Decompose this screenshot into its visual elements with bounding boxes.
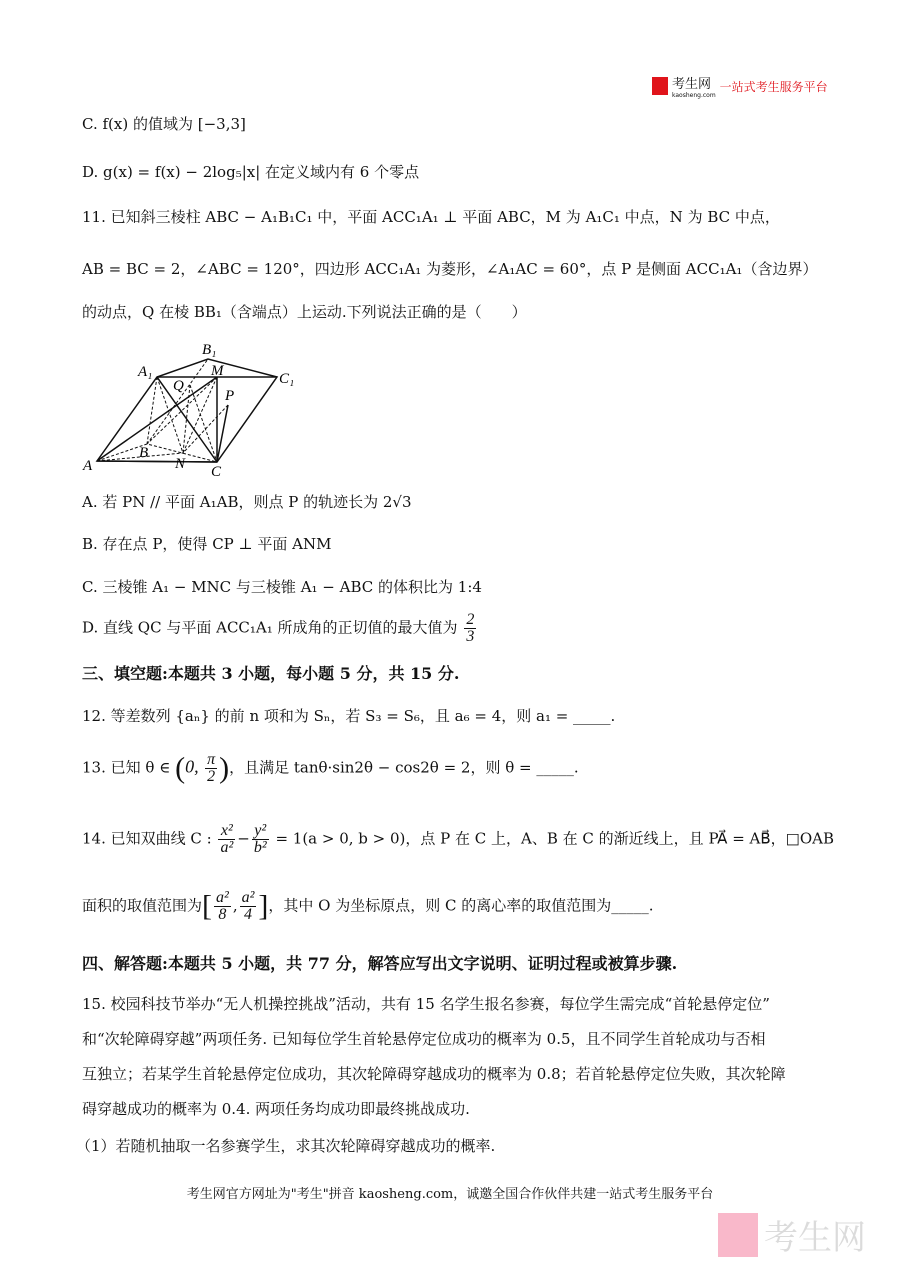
numerator: x² [218, 823, 235, 840]
denominator: b² [253, 839, 267, 856]
q11-line3: 的动点，Q 在棱 BB₁（含端点）上运动.下列说法正确的是（ ） [82, 303, 527, 321]
label-Q: Q [173, 378, 184, 394]
prism-figure [0, 0, 320, 490]
q15-line4: 碍穿越成功的概率为 0.4. 两项任务均成功即最终挑战成功. [82, 1100, 470, 1118]
numerator: y² [252, 823, 269, 840]
q13: 13. 已知 θ ∈ (0, $\frac{\pi}{2}$ )，且满足 tanθ·sin2θ − cos2θ = 2，则 θ = _____. [82, 751, 579, 785]
q13-post: ，且满足 tanθ·sin2θ − cos2θ = 2，则 θ = _____. [229, 758, 579, 777]
label-C: C [211, 464, 222, 480]
q11-option-d-text: D. 直线 QC 与平面 ACC₁A₁ 所成角的正切值的最大值为 [82, 618, 458, 637]
q15-line2: 和“次轮障碍穿越”两项任务. 已知每位学生首轮悬停定位成功的概率为 0.5，且不同学生首轮成功与否相 [82, 1030, 766, 1048]
q14-mid: = 1(a > 0, b > 0)，点 P 在 C 上，A、B 在 C 的渐近线上，且 PA⃗ = AB⃗，□OAB [275, 829, 834, 848]
watermark-text: 考生网 [764, 1218, 866, 1258]
q11-line2: AB = BC = 2，∠ABC = 120°，四边形 ACC₁A₁ 为菱形，∠A₁AC = 60°，点 P 是侧面 ACC₁A₁（含边界） [82, 260, 818, 278]
q14-l2-post: ，其中 O 为坐标原点，则 C 的离心率的取值范围为_____. [268, 896, 654, 915]
fraction [464, 612, 476, 645]
q10-option-c: C. f(x) 的值域为 [−3,3] [82, 115, 246, 133]
fraction [240, 890, 257, 923]
denominator: a² [220, 839, 234, 856]
q15-line1: 15. 校园科技节举办“无人机操控挑战”活动，共有 15 名学生报名参赛，每位学生需完成“首轮悬停定位” [82, 995, 770, 1013]
label-N: N [175, 456, 186, 472]
q11-option-d [82, 612, 478, 645]
brand-domain: kaosheng.com [672, 92, 716, 99]
denominator: 3 [466, 628, 475, 645]
numerator: π [207, 751, 216, 768]
numerator: 2 [466, 611, 475, 628]
numerator: a² [216, 889, 229, 906]
label-A: A [83, 458, 93, 474]
label-A1: A₁ [138, 364, 153, 380]
watermark [718, 1210, 866, 1259]
header-logo [652, 73, 828, 99]
q13-pre: 13. 已知 θ ∈ [82, 758, 176, 777]
q11-line1: 11. 已知斜三棱柱 ABC − A₁B₁C₁ 中，平面 ACC₁A₁ ⊥ 平面 ABC，M 为 A₁C₁ 中点，N 为 BC 中点， [82, 208, 780, 226]
fraction [218, 823, 235, 856]
q15-line3: 互独立；若某学生首轮悬停定位成功，其次轮障碍穿越成功的概率为 0.8；若首轮悬停定位失败，其次轮障 [82, 1065, 786, 1083]
fraction [205, 752, 217, 785]
label-P: P [225, 388, 235, 404]
denominator: 4 [243, 906, 252, 923]
q14-line1: 14. 已知双曲线 C : $\frac{\text{x²}}{\text{a²}}$ − $\frac{\text{y²}}{\text{b²}}$ = 1(a > 0, b > 0)，点 P 在 C 上，A、B 在 C 的渐近线上，且 PA⃗ = AB⃗，□OAB [82, 822, 834, 856]
q11-option-c: C. 三棱锥 A₁ − MNC 与三棱锥 A₁ − ABC 的体积比为 1:4 [82, 578, 482, 596]
section-4-heading: 四、解答题:本题共 5 小题，共 77 分，解答应写出文字说明、证明过程或被算步骤. [82, 954, 678, 973]
denominator: 8 [218, 906, 227, 923]
q14-l2-pre: 面积的取值范围为 [82, 896, 203, 915]
watermark-logo-icon [718, 1213, 758, 1257]
q13-interval-start: 0, [185, 756, 204, 777]
q14-pre: 14. 已知双曲线 C : [82, 829, 212, 848]
label-C1: C₁ [279, 371, 295, 387]
label-M: M [211, 363, 224, 379]
fraction [214, 890, 231, 923]
q11-option-b: B. 存在点 P，使得 CP ⊥ 平面 ANM [82, 535, 332, 553]
slogan: 一站式考生服务平台 [719, 79, 828, 94]
label-B1: B₁ [202, 342, 217, 358]
q14-line2: 面积的取值范围为[ $\frac{\text{a²}}{8}$ , $\frac{\text{a²}}{4}$ ]，其中 O 为坐标原点，则 C 的离心率的取值范围为_____. [82, 889, 654, 923]
q10-option-d: D. g(x) = f(x) − 2log₅|x| 在定义域内有 6 个零点 [82, 163, 420, 181]
q15-part1: （1）若随机抽取一名参赛学生，求其次轮障碍穿越成功的概率. [76, 1137, 496, 1155]
q11-option-a: A. 若 PN // 平面 A₁AB，则点 P 的轨迹长为 2√3 [82, 493, 412, 511]
section-3-heading: 三、填空题:本题共 3 小题，每小题 5 分，共 15 分. [82, 664, 460, 683]
logo-mark-icon [652, 77, 668, 95]
label-B: B [139, 445, 149, 461]
denominator: 2 [207, 768, 216, 785]
footer-text: 考生网官方网址为"考生"拼音 kaosheng.com，诚邀全国合作伙伴共建一站式考生服务平台 [186, 1187, 714, 1202]
q12: 12. 等差数列 {aₙ} 的前 n 项和为 Sₙ，若 S₃ = S₆，且 a₆ = 4，则 a₁ = _____. [82, 707, 616, 725]
fraction [252, 823, 269, 856]
numerator: a² [241, 889, 255, 906]
brand-name: 考生网 [672, 77, 712, 92]
